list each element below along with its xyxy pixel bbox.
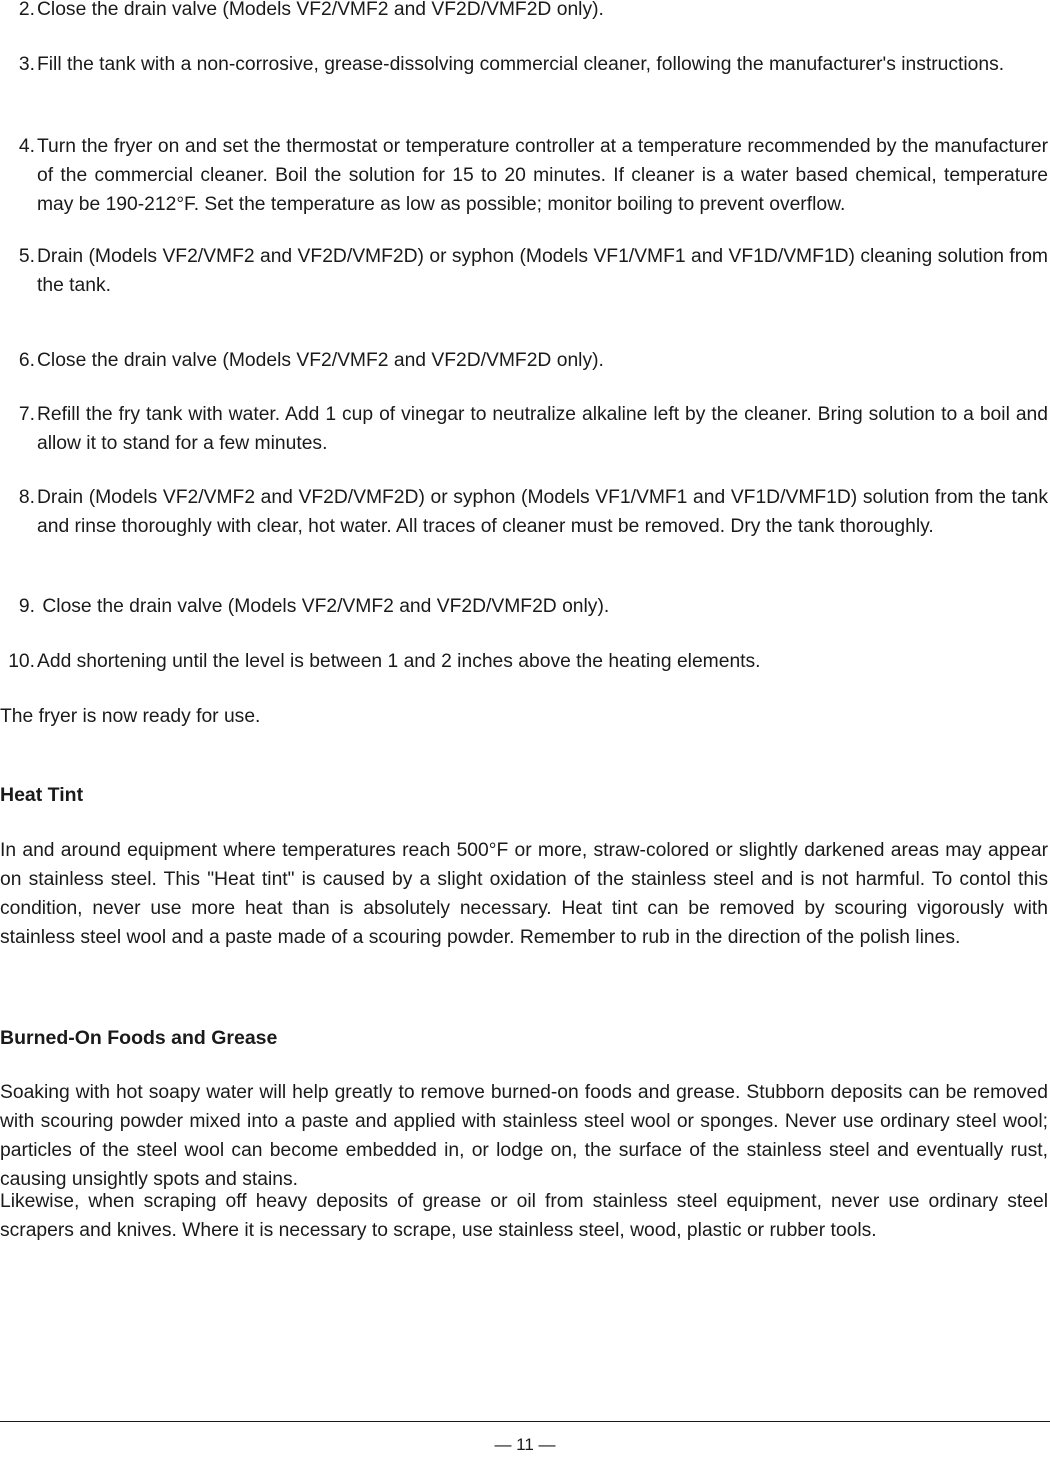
step-number: 6. [18, 350, 35, 371]
step-text: Close the drain valve (Models VF2/VMF2 and VF2D/VMF2D only). [37, 596, 610, 617]
burned-on-paragraph-1: Soaking with hot soapy water will help greatly to remove burned-on foods and grease. Stubborn deposits can be removed with scouring powder mixed into a paste and applied with stainless steel wool or sponges. Never use ordinary steel wool; particles of the steel wool can become embedded in, or lodge on, the surface of the stainless steel and eventually rust, causing unsightly spots and stains. [0, 1082, 1048, 1190]
step-number: 7. [18, 404, 35, 425]
step-text: Close the drain valve (Models VF2/VMF2 and VF2D/VMF2D only). [37, 350, 604, 371]
step-text: Drain (Models VF2/VMF2 and VF2D/VMF2D) or syphon (Models VF1/VMF1 and VF1D/VMF1D) cleaning solution from the tank. [37, 246, 1048, 296]
step-10 [0, 647, 1050, 676]
step-9 [0, 592, 1050, 621]
section-heading-heat-tint: Heat Tint [0, 784, 84, 806]
burned-on-paragraph-2: Likewise, when scraping off heavy deposits of grease or oil from stainless steel equipment, never use ordinary steel scrapers and knives. Where it is necessary to scrape, use stainless steel, wood, plastic or rubber tools. [0, 1191, 1048, 1241]
step-text: Close the drain valve (Models VF2/VMF2 and VF2D/VMF2D only). [37, 0, 604, 20]
step-number: 10. [8, 651, 35, 672]
step-3 [0, 50, 1050, 79]
step-4 [0, 132, 1050, 219]
step-text: Add shortening until the level is between 1 and 2 inches above the heating elements. [37, 651, 761, 672]
section-heading-burned-on-foods: Burned-On Foods and Grease [0, 1027, 278, 1049]
heat-tint-paragraph: In and around equipment where temperatures reach 500°F or more, straw-colored or slightly darkened areas may appear on stainless steel. This "Heat tint" is caused by a slight oxidation of the stainless steel and is not harmful. To contol this condition, never use more heat than is absolutely necessary. Heat tint can be removed by scouring vigorously with stainless steel wool and a paste made of a scouring powder. Remember to rub in the direction of the polish lines. [0, 840, 1048, 948]
step-number: 5. [18, 246, 35, 267]
step-5 [0, 242, 1050, 300]
step-text: Refill the fry tank with water. Add 1 cup of vinegar to neutralize alkaline left by the cleaner. Bring solution to a boil and allow it to stand for a few minutes. [37, 404, 1048, 454]
step-2 [0, 0, 1050, 24]
step-text: Turn the fryer on and set the thermostat or temperature controller at a temperature recommended by the manufacturer of the commercial cleaner. Boil the solution for 15 to 20 minutes. If cleaner is a water based chemical, temperature may be 190-212°F. Set the temperature as low as possible; monitor boiling to prevent overflow. [37, 136, 1048, 215]
step-number: 2. [18, 0, 35, 20]
step-text: Drain (Models VF2/VMF2 and VF2D/VMF2D) or syphon (Models VF1/VMF1 and VF1D/VMF1D) solution from the tank and rinse thoroughly with clear, hot water. All traces of cleaner must be removed. Dry the tank thoroughly. [37, 487, 1048, 537]
footer-divider [0, 1421, 1050, 1422]
step-7 [0, 400, 1050, 458]
ready-note: The fryer is now ready for use. [0, 706, 261, 727]
step-8 [0, 483, 1050, 541]
step-6 [0, 346, 1050, 375]
step-number: 4. [18, 136, 35, 157]
step-number: 9. [18, 596, 35, 617]
page-number: — 11 — [494, 1435, 556, 1454]
step-number: 3. [18, 54, 35, 75]
step-text: Fill the tank with a non-corrosive, grease-dissolving commercial cleaner, following the manufacturer's instructions. [37, 54, 1005, 75]
step-number: 8. [18, 487, 35, 508]
